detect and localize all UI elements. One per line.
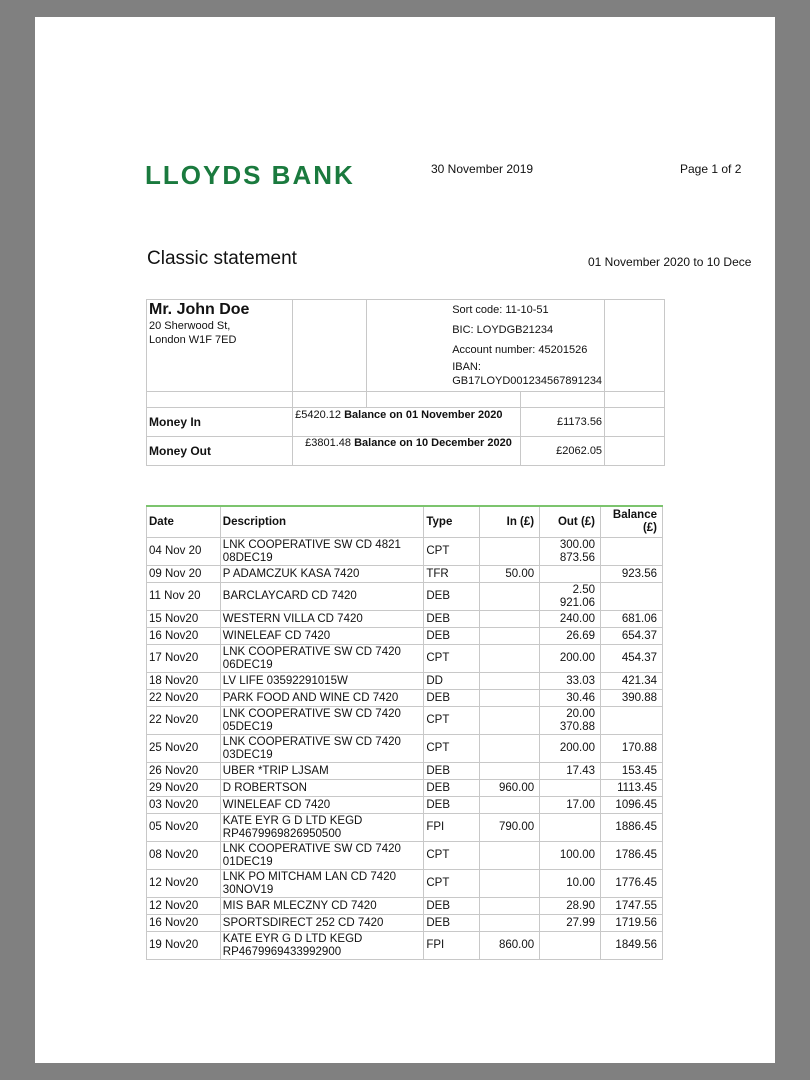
- table-row: [147, 898, 663, 915]
- table-row: [147, 915, 663, 932]
- tx-in: [480, 690, 540, 707]
- tx-date: 12 Nov20: [147, 870, 221, 898]
- tx-out: 17.43: [540, 763, 601, 780]
- tx-type: FPI: [424, 814, 480, 842]
- tx-description: D ROBERTSON: [220, 780, 424, 797]
- bank-logo: [145, 153, 369, 190]
- customer-address-line2: London W1F 7ED: [149, 334, 237, 346]
- tx-date: 15 Nov20: [147, 611, 221, 628]
- money-out-value: £3801.48: [305, 437, 352, 449]
- tx-date: 09 Nov 20: [147, 566, 221, 583]
- tx-balance: 454.37: [601, 645, 663, 673]
- tx-in: [480, 583, 540, 611]
- balance-start-value: £1173.56: [521, 408, 605, 437]
- balance-start-label: Balance on 01 November 2020: [344, 409, 503, 421]
- tx-balance: 1113.45: [601, 780, 663, 797]
- tx-in: [480, 797, 540, 814]
- tx-description: P ADAMCZUK KASA 7420: [220, 566, 424, 583]
- tx-in: [480, 898, 540, 915]
- tx-balance: 1786.45: [601, 842, 663, 870]
- tx-description: WINELEAF CD 7420: [220, 797, 424, 814]
- tx-balance: 1886.45: [601, 814, 663, 842]
- tx-out: 26.69: [540, 628, 601, 645]
- tx-out: 200.00: [540, 735, 601, 763]
- account-info-table: [146, 299, 665, 466]
- tx-date: 08 Nov20: [147, 842, 221, 870]
- tx-balance: 681.06: [601, 611, 663, 628]
- table-row: [147, 797, 663, 814]
- table-row: [147, 645, 663, 673]
- tx-balance: 421.34: [601, 673, 663, 690]
- tx-balance: 153.45: [601, 763, 663, 780]
- tx-date: 18 Nov20: [147, 673, 221, 690]
- column-header: Description: [220, 506, 424, 538]
- tx-out: 28.90: [540, 898, 601, 915]
- tx-description: UBER *TRIP LJSAM: [220, 763, 424, 780]
- money-in-label: Money In: [147, 408, 293, 437]
- tx-out: 300.00 873.56: [540, 538, 601, 566]
- tx-out: [540, 814, 601, 842]
- tx-description: WINELEAF CD 7420: [220, 628, 424, 645]
- tx-out: [540, 566, 601, 583]
- customer-name: Mr. John Doe: [149, 301, 250, 318]
- tx-description: LNK COOPERATIVE SW CD 4821 08DEC19: [220, 538, 424, 566]
- bic: BIC: LOYDGB21234: [452, 324, 554, 336]
- tx-description: WESTERN VILLA CD 7420: [220, 611, 424, 628]
- tx-in: [480, 707, 540, 735]
- tx-in: [480, 763, 540, 780]
- tx-in: 860.00: [480, 932, 540, 960]
- tx-in: 960.00: [480, 780, 540, 797]
- tx-type: DEB: [424, 628, 480, 645]
- customer-address-line1: 20 Sherwood St,: [149, 320, 231, 332]
- tx-description: PARK FOOD AND WINE CD 7420: [220, 690, 424, 707]
- tx-type: DEB: [424, 763, 480, 780]
- page-number: Page 1 of 2: [680, 162, 742, 176]
- table-row: [147, 932, 663, 960]
- iban: GB17LOYD001234567891234: [452, 375, 603, 387]
- statement-date: 30 November 2019: [431, 162, 534, 176]
- transactions-body: [147, 538, 663, 960]
- table-row: [147, 628, 663, 645]
- iban-label: IBAN:: [452, 361, 481, 373]
- transactions-header-row: [147, 506, 663, 538]
- balance-end-value: £2062.05: [521, 437, 605, 466]
- table-row: [147, 538, 663, 566]
- tx-type: CPT: [424, 842, 480, 870]
- table-row: [147, 763, 663, 780]
- tx-in: [480, 645, 540, 673]
- money-out-label: Money Out: [147, 437, 293, 466]
- tx-out: 2.50 921.06: [540, 583, 601, 611]
- tx-out: 100.00: [540, 842, 601, 870]
- tx-balance: [601, 583, 663, 611]
- tx-date: 19 Nov20: [147, 932, 221, 960]
- tx-in: [480, 735, 540, 763]
- tx-description: BARCLAYCARD CD 7420: [220, 583, 424, 611]
- account-details: [367, 300, 605, 392]
- tx-balance: 170.88: [601, 735, 663, 763]
- tx-description: LNK PO MITCHAM LAN CD 7420 30NOV19: [220, 870, 424, 898]
- tx-type: DEB: [424, 898, 480, 915]
- tx-date: 22 Nov20: [147, 690, 221, 707]
- tx-in: [480, 870, 540, 898]
- transactions-table: [146, 505, 663, 960]
- tx-date: 22 Nov20: [147, 707, 221, 735]
- table-row: [147, 870, 663, 898]
- bank-logo-text: LLOYDS BANK: [145, 160, 355, 190]
- tx-in: [480, 538, 540, 566]
- tx-type: CPT: [424, 645, 480, 673]
- tx-description: LV LIFE 03592291015W: [220, 673, 424, 690]
- tx-date: 05 Nov20: [147, 814, 221, 842]
- tx-date: 16 Nov20: [147, 628, 221, 645]
- tx-in: 790.00: [480, 814, 540, 842]
- tx-type: CPT: [424, 707, 480, 735]
- tx-out: 20.00 370.88: [540, 707, 601, 735]
- tx-type: TFR: [424, 566, 480, 583]
- table-row: [147, 814, 663, 842]
- tx-balance: 654.37: [601, 628, 663, 645]
- tx-type: DEB: [424, 780, 480, 797]
- tx-date: 29 Nov20: [147, 780, 221, 797]
- tx-in: [480, 915, 540, 932]
- money-in-value: £5420.12: [295, 409, 342, 421]
- account-number: Account number: 45201526: [452, 344, 588, 356]
- tx-description: KATE EYR G D LTD KEGD RP4679969433992900: [220, 932, 424, 960]
- table-row: [147, 690, 663, 707]
- tx-date: 16 Nov20: [147, 915, 221, 932]
- sort-code: Sort code: 11-10-51: [452, 304, 549, 316]
- tx-in: [480, 611, 540, 628]
- tx-description: SPORTSDIRECT 252 CD 7420: [220, 915, 424, 932]
- table-row: [147, 566, 663, 583]
- table-row: [147, 842, 663, 870]
- empty-cell: [293, 300, 367, 392]
- tx-type: DEB: [424, 797, 480, 814]
- tx-out: [540, 780, 601, 797]
- tx-type: DEB: [424, 690, 480, 707]
- tx-type: DEB: [424, 583, 480, 611]
- table-row: [147, 673, 663, 690]
- tx-balance: 923.56: [601, 566, 663, 583]
- tx-out: 17.00: [540, 797, 601, 814]
- statement-page: [35, 17, 775, 1063]
- tx-balance: 1096.45: [601, 797, 663, 814]
- balance-end-label: Balance on 10 December 2020: [354, 437, 512, 449]
- tx-out: 33.03: [540, 673, 601, 690]
- tx-description: MIS BAR MLECZNY CD 7420: [220, 898, 424, 915]
- column-header: Balance (£): [601, 506, 663, 538]
- column-header: Out (£): [540, 506, 601, 538]
- tx-description: LNK COOPERATIVE SW CD 7420 06DEC19: [220, 645, 424, 673]
- tx-in: 50.00: [480, 566, 540, 583]
- table-row: [147, 611, 663, 628]
- tx-out: [540, 932, 601, 960]
- tx-in: [480, 673, 540, 690]
- tx-date: 17 Nov20: [147, 645, 221, 673]
- tx-type: DEB: [424, 915, 480, 932]
- tx-date: 11 Nov 20: [147, 583, 221, 611]
- tx-description: LNK COOPERATIVE SW CD 7420 05DEC19: [220, 707, 424, 735]
- tx-out: 240.00: [540, 611, 601, 628]
- tx-out: 27.99: [540, 915, 601, 932]
- tx-out: 200.00: [540, 645, 601, 673]
- tx-balance: 1719.56: [601, 915, 663, 932]
- tx-date: 25 Nov20: [147, 735, 221, 763]
- column-header: Date: [147, 506, 221, 538]
- tx-balance: 390.88: [601, 690, 663, 707]
- tx-description: LNK COOPERATIVE SW CD 7420 03DEC19: [220, 735, 424, 763]
- tx-date: 03 Nov20: [147, 797, 221, 814]
- table-row: [147, 735, 663, 763]
- customer-block: [147, 300, 293, 392]
- tx-balance: [601, 707, 663, 735]
- column-header: In (£): [480, 506, 540, 538]
- tx-balance: [601, 538, 663, 566]
- tx-type: CPT: [424, 870, 480, 898]
- table-row: [147, 780, 663, 797]
- tx-out: 10.00: [540, 870, 601, 898]
- tx-out: 30.46: [540, 690, 601, 707]
- page-title: Classic statement: [147, 248, 297, 269]
- tx-type: DD: [424, 673, 480, 690]
- tx-in: [480, 842, 540, 870]
- tx-description: KATE EYR G D LTD KEGD RP4679969826950500: [220, 814, 424, 842]
- table-row: [147, 707, 663, 735]
- tx-type: FPI: [424, 932, 480, 960]
- tx-date: 04 Nov 20: [147, 538, 221, 566]
- statement-period: 01 November 2020 to 10 Dece: [588, 255, 752, 269]
- tx-balance: 1849.56: [601, 932, 663, 960]
- tx-description: LNK COOPERATIVE SW CD 7420 01DEC19: [220, 842, 424, 870]
- tx-date: 12 Nov20: [147, 898, 221, 915]
- tx-balance: 1747.55: [601, 898, 663, 915]
- tx-type: CPT: [424, 735, 480, 763]
- tx-date: 26 Nov20: [147, 763, 221, 780]
- empty-cell: [605, 300, 665, 392]
- column-header: Type: [424, 506, 480, 538]
- tx-type: DEB: [424, 611, 480, 628]
- tx-balance: 1776.45: [601, 870, 663, 898]
- tx-type: CPT: [424, 538, 480, 566]
- tx-in: [480, 628, 540, 645]
- table-row: [147, 583, 663, 611]
